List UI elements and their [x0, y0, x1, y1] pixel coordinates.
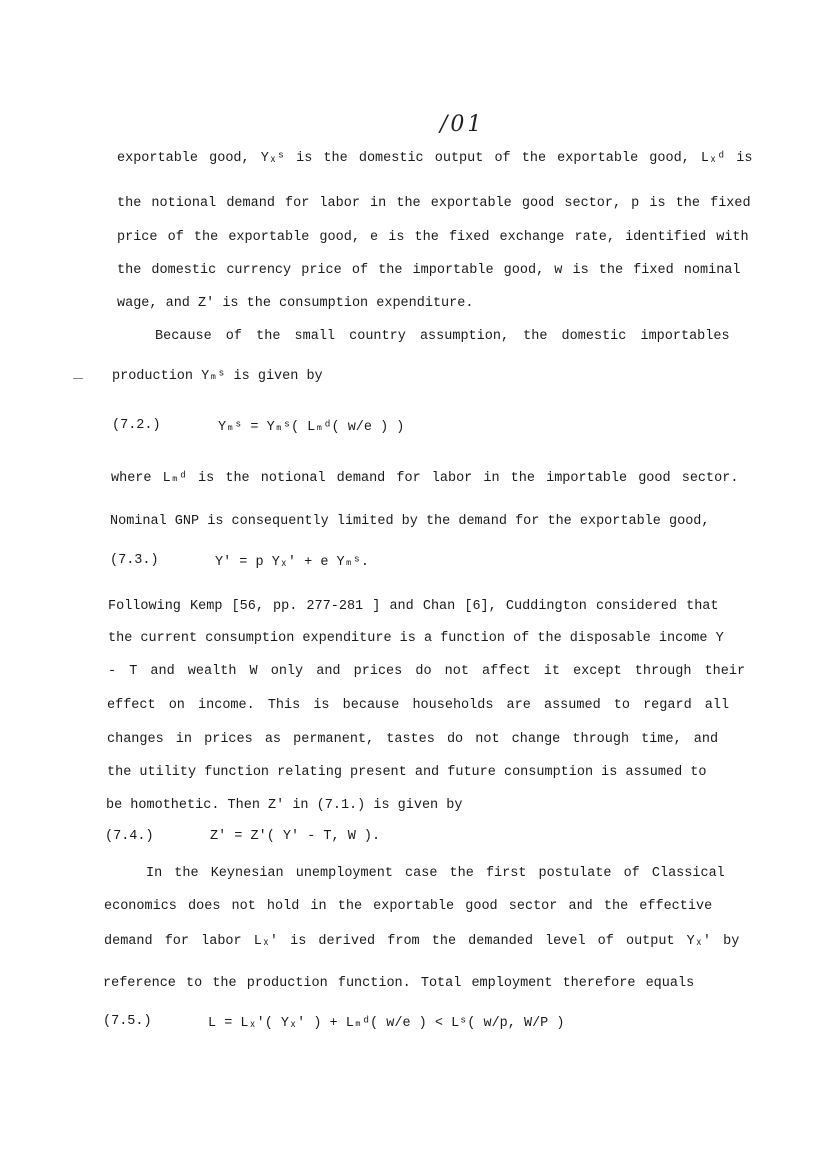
- page-number: /01: [440, 112, 485, 137]
- text-line-12: - T and wealth W only and prices do not affect it except through their: [108, 664, 746, 679]
- equation-label-7-3: (7.3.): [110, 553, 159, 568]
- text-line-5: wage, and Z' is the consumption expenditure.: [117, 296, 474, 311]
- text-line-20: reference to the production function. Total employment therefore equals: [103, 976, 695, 991]
- equation-7-5: L = Lₓ'( Yₓ' ) + Lₘᵈ( w/e ) < Lˢ( w/p, W/P ): [208, 1016, 565, 1031]
- text-line-13: effect on income. This is because households are assumed to regard all: [107, 698, 730, 713]
- text-line-19: demand for labor Lₓ' is derived from the demanded level of output Yₓ' by: [104, 934, 740, 949]
- text-line-9: Nominal GNP is consequently limited by the demand for the exportable good,: [110, 514, 710, 529]
- text-line-8: where Lₘᵈ is the notional demand for labor in the importable good sector.: [111, 471, 739, 486]
- text-line-16: be homothetic. Then Z' in (7.1.) is given by: [106, 798, 463, 813]
- equation-label-7-5: (7.5.): [103, 1014, 152, 1029]
- text-line-2: the notional demand for labor in the exportable good sector, p is the fixed: [117, 196, 751, 211]
- text-line-1: exportable good, Yₓˢ is the domestic output of the exportable good, Lₓᵈ is: [117, 151, 753, 166]
- text-line-11: the current consumption expenditure is a function of the disposable income Y: [108, 631, 724, 646]
- equation-label-7-2: (7.2.): [112, 418, 161, 433]
- text-line-3: price of the exportable good, e is the fixed exchange rate, identified with: [117, 230, 749, 245]
- margin-mark: [73, 378, 83, 379]
- text-line-15: the utility function relating present and future consumption is assumed to: [107, 765, 707, 780]
- text-line-14: changes in prices as permanent, tastes do not change through time, and: [107, 732, 719, 747]
- equation-7-2: Yₘˢ = Yₘˢ( Lₘᵈ( w/e ) ): [218, 420, 405, 435]
- equation-label-7-4: (7.4.): [105, 829, 154, 844]
- text-line-10: Following Kemp [56, pp. 277-281 ] and Chan [6], Cuddington considered that: [108, 599, 719, 614]
- text-line-17: In the Keynesian unemployment case the first postulate of Classical: [146, 866, 725, 881]
- text-line-4: the domestic currency price of the importable good, w is the fixed nominal: [117, 263, 741, 278]
- equation-7-4: Z' = Z'( Y' - T, W ).: [210, 829, 381, 844]
- equation-7-3: Y' = p Yₓ' + e Yₘˢ.: [215, 555, 369, 570]
- text-line-18: economics does not hold in the exportable good sector and the effective: [104, 899, 713, 914]
- text-line-6: Because of the small country assumption, the domestic importables: [155, 329, 730, 344]
- text-line-7: production Yₘˢ is given by: [112, 369, 323, 384]
